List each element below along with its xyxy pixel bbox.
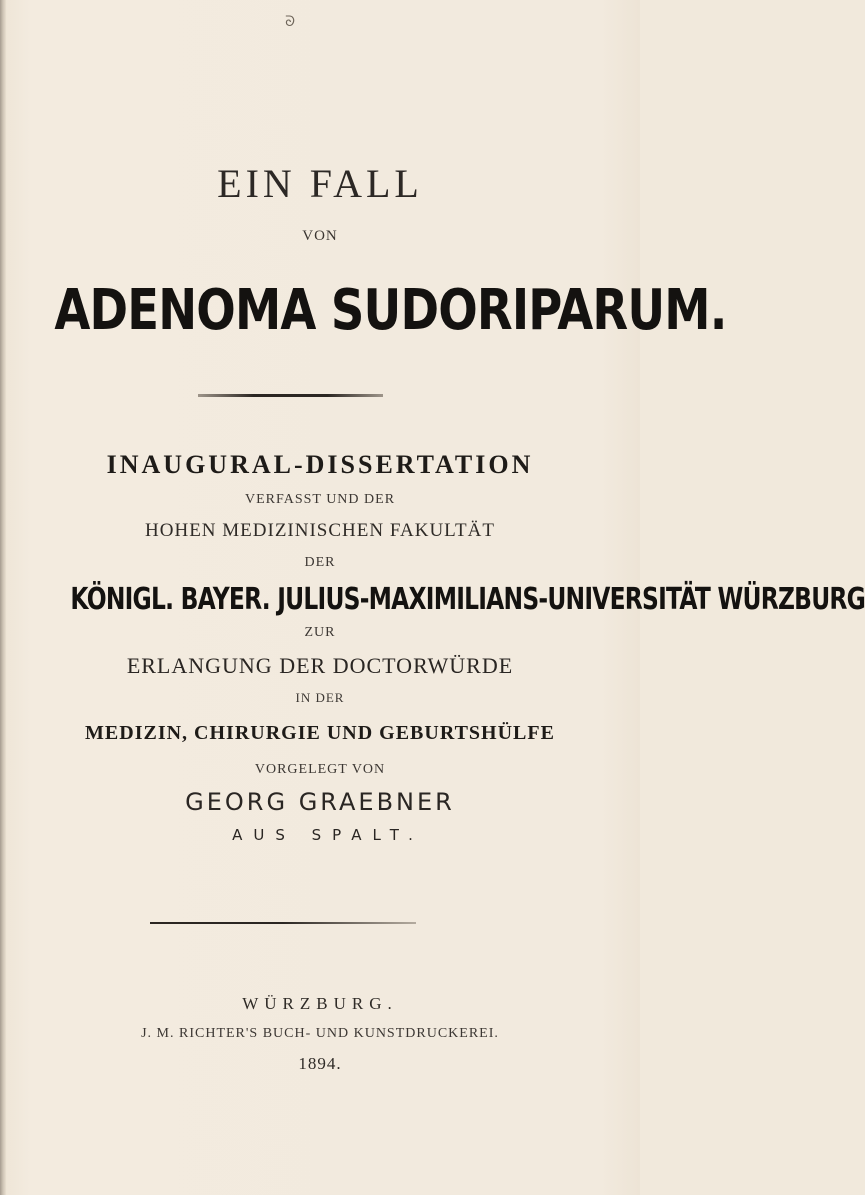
verfasst-line: VERFASST UND DER xyxy=(244,492,396,507)
in-der-line: IN DER xyxy=(295,690,345,705)
pencil-mark: ᘐ xyxy=(285,14,295,30)
university-line: KÖNIGL. BAYER. JULIUS-MAXIMILIANS-UNIVERSITÄT WÜRZBURG xyxy=(70,582,865,617)
von-line: VON xyxy=(302,228,338,244)
title-line: EIN FALL xyxy=(217,161,423,206)
imprint-year: 1894. xyxy=(298,1054,342,1073)
imprint-city: WÜRZBURG. xyxy=(242,994,398,1013)
dissertation-heading: INAUGURAL-DISSERTATION xyxy=(106,450,534,479)
der-line: DER xyxy=(304,555,336,570)
vorgelegt-line: VORGELEGT VON xyxy=(254,762,386,777)
author-origin: AUS SPALT. xyxy=(232,826,424,844)
fields-line: MEDIZIN, CHIRURGIE UND GEBURTSHÜLFE xyxy=(85,722,555,744)
zur-line: ZUR xyxy=(304,625,336,640)
ornamental-rule-bottom xyxy=(150,922,416,924)
ornamental-rule-top xyxy=(198,394,383,397)
main-title: ADENOMA SUDORIPARUM. xyxy=(54,278,727,343)
author-name: GEORG GRAEBNER xyxy=(185,788,455,816)
erlangung-line: ERLANGUNG DER DOCTORWÜRDE xyxy=(126,653,514,678)
faculty-line: HOHEN MEDIZINISCHEN FAKULTÄT xyxy=(145,520,495,541)
imprint-printer: J. M. RICHTER'S BUCH- UND KUNSTDRUCKEREI. xyxy=(141,1026,499,1041)
